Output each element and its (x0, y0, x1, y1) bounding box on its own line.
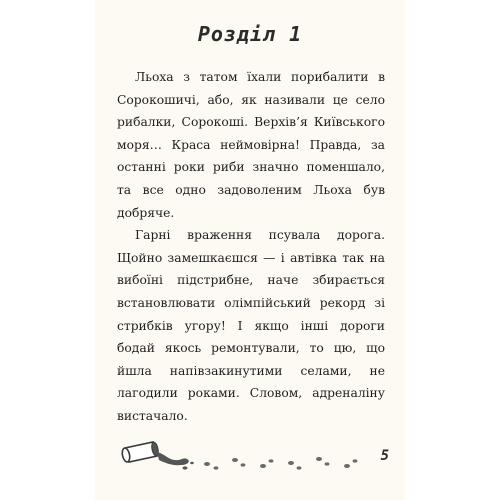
paragraph-1: Льоха з татом їхали порибалити в Сорокошичі, або, як називали це село рибалки, Сорокоші. Верхів’я Київського моря… Краса неймовірна! Правда, за останні роки риби значно поменшало, та все одно задоволеним Льоха був добряче. (117, 70, 385, 220)
spill-icon (157, 452, 194, 470)
footprints-icon (204, 457, 357, 470)
paragraph-2: Гарні враження псувала дорога. Щойно замешкаєшся — і автівка так на вибоїні підстрибне, наче збирається встановлювати олімпійський рекорд зі стрибків угору! І якщо інші дороги бодай якось ремонтували, то цю, що йшла напівзакинутими селами, не лагодили роками. Словом, адреналіну вистачало. (117, 228, 385, 423)
chapter-body (117, 66, 385, 428)
can-icon (121, 442, 159, 463)
spilled-can-footprints-icon (95, 430, 405, 500)
chapter-title: Розділ 1 (197, 22, 303, 46)
book-page (95, 0, 405, 500)
page-number: 5 (380, 448, 389, 464)
